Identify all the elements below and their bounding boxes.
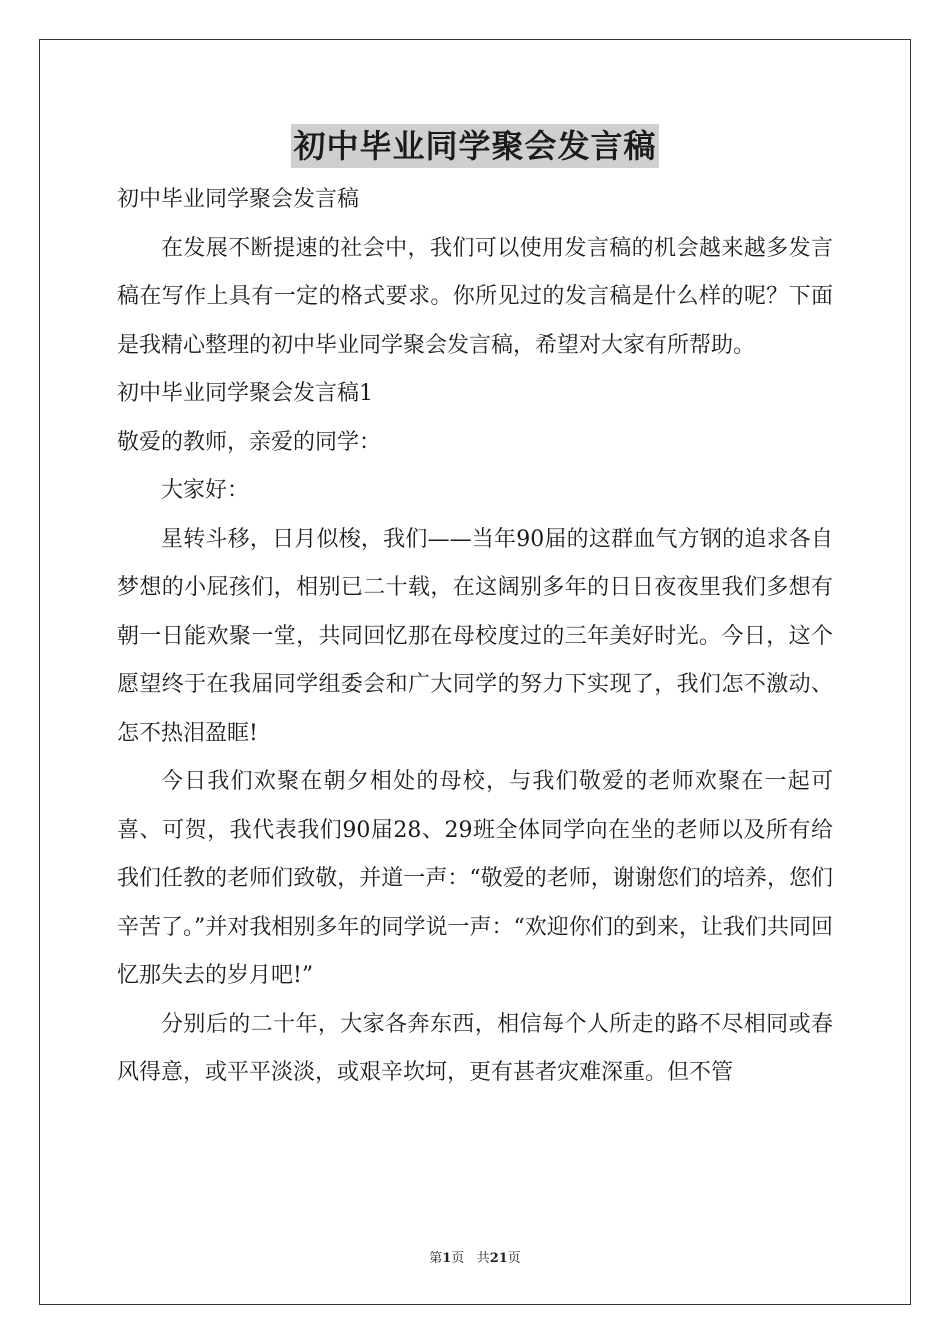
paragraph: 分别后的二十年，大家各奔东西，相信每个人所走的路不尽相同或春风得意，或平平淡淡，或艰辛坎坷，更有甚者灾难深重。但不管 xyxy=(117,1011,833,1085)
paragraph: 初中毕业同学聚会发言稿 xyxy=(117,187,360,212)
total-prefix: 共 xyxy=(476,1251,490,1266)
document-body xyxy=(117,176,833,1098)
page-prefix: 第 xyxy=(429,1251,443,1266)
page-suffix: 页 xyxy=(451,1251,465,1266)
paragraph: 大家好： xyxy=(161,478,250,503)
paragraph: 在发展不断提速的社会中，我们可以使用发言稿的机会越来越多发言稿在写作上具有一定的格式要求。你所见过的发言稿是什么样的呢？下面是我精心整理的初中毕业同学聚会发言稿，希望对大家有所帮助。 xyxy=(117,235,833,358)
title-container xyxy=(0,124,950,168)
page-number: 1 xyxy=(442,1251,452,1266)
document-title: 初中毕业同学聚会发言稿 xyxy=(291,124,658,168)
paragraph: 星转斗移，日月似梭，我们——当年90届的这群血气方钢的追求各自梦想的小屁孩们，相别已二十载，在这阔别多年的日日夜夜里我们多想有朝一日能欢聚一堂，共同回忆那在母校度过的三年美好时光。今日，这个愿望终于在我届同学组委会和广大同学的努力下实现了，我们怎不激动、怎不热泪盈眶! xyxy=(117,526,833,746)
total-pages: 21 xyxy=(489,1251,508,1266)
paragraph: 敬爱的教师，亲爱的同学： xyxy=(117,429,382,455)
total-suffix: 页 xyxy=(507,1251,521,1266)
page-footer xyxy=(0,1247,950,1266)
paragraph: 今日我们欢聚在朝夕相处的母校，与我们敬爱的老师欢聚在一起可喜、可贺，我代表我们90届28、29班全体同学向在坐的老师以及所有给我们任教的老师们致敬，并道一声：“敬爱的老师，谢谢您们的培养，您们辛苦了。”并对我相别多年的同学说一声：“欢迎你们的到来，让我们共同回忆那失去的岁月吧!” xyxy=(117,769,833,988)
paragraph: 初中毕业同学聚会发言稿1 xyxy=(117,381,373,406)
